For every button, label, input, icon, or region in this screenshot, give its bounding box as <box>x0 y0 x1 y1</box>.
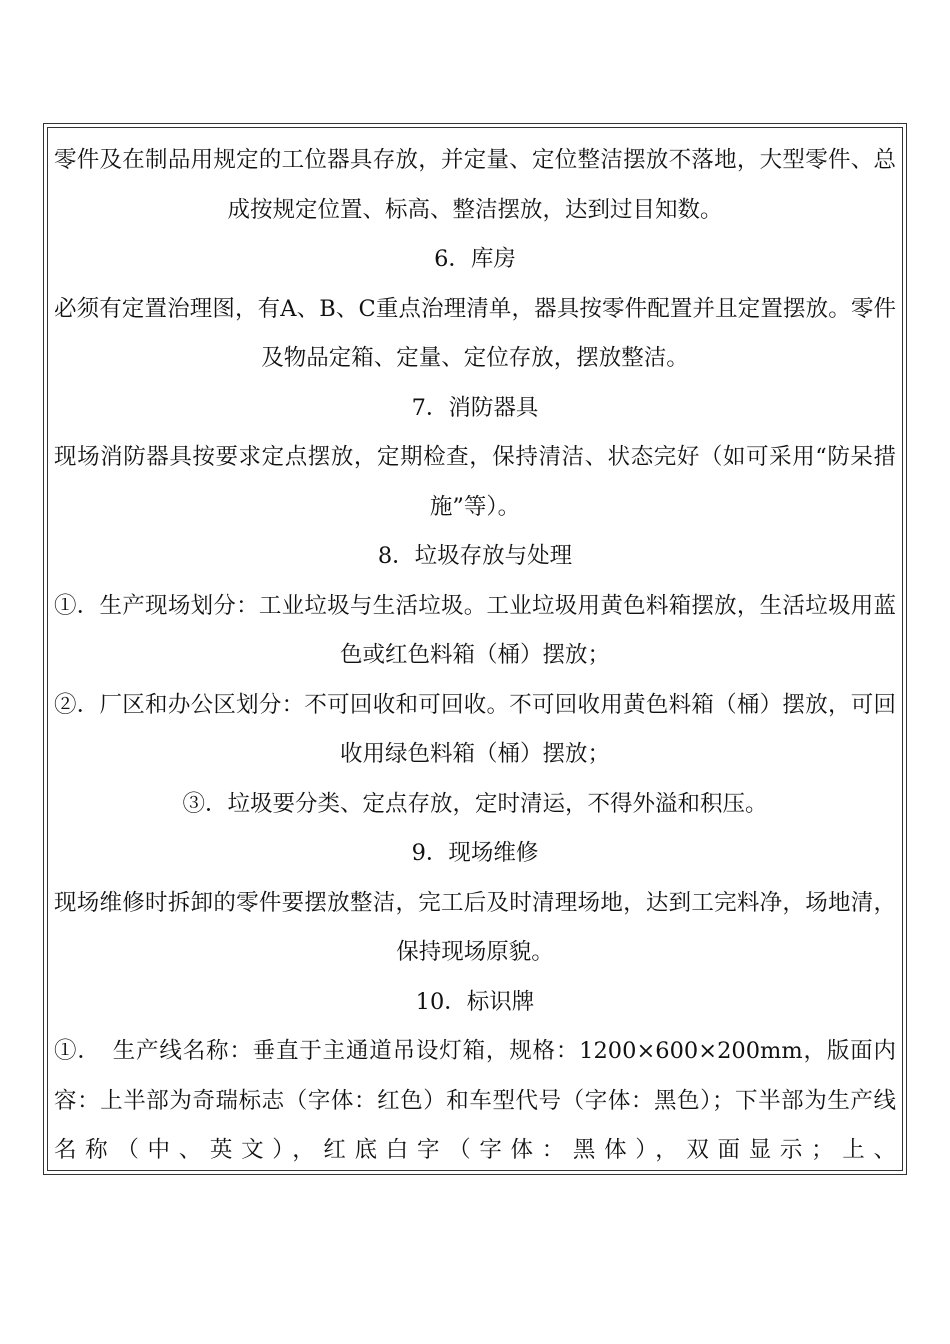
section-heading-signage: 10．标识牌 <box>415 988 535 1015</box>
paragraph-signage-item-1: ①． 生产线名称：垂直于主通道吊设灯箱，规格：1200×600×200mm，版面内容：上半部为奇瑞标志（字体：红色）和车型代号（字体：黑色）；下半部为生产线名称（中、英文），红底白字（字体：黑体），双面显示；上、 <box>54 1038 896 1163</box>
section-heading-waste: 8．垃圾存放与处理 <box>377 543 573 569</box>
section-heading-warehouse: 6．库房 <box>434 246 516 272</box>
section-heading-fire-equipment: 7．消防器具 <box>411 394 539 421</box>
paragraph-maintenance: 现场维修时拆卸的零件要摆放整洁，完工后及时清理场地，达到工完料净，场地清，保持现场原貌。 <box>54 889 896 965</box>
paragraph-waste-item-1: ①．生产现场划分：工业垃圾与生活垃圾。工业垃圾用黄色料箱摆放，生活垃圾用蓝色或红色料箱（桶）摆放； <box>54 592 896 668</box>
content-area <box>47 127 903 1171</box>
bordered-content-frame <box>43 123 907 1175</box>
paragraph-waste-item-3: ③．垃圾要分类、定点存放，定时清运，不得外溢和积压。 <box>182 790 768 817</box>
paragraph-waste-item-2: ②．厂区和办公区划分：不可回收和可回收。不可回收用黄色料箱（桶）摆放，可回收用绿色料箱（桶）摆放； <box>54 691 896 767</box>
paragraph-fire-equipment: 现场消防器具按要求定点摆放，定期检查，保持清洁、状态完好（如可采用“防呆措施”等）。 <box>54 444 896 520</box>
paragraph-parts-storage: 零件及在制品用规定的工位器具存放，并定量、定位整洁摆放不落地，大型零件、总成按规定位置、标高、整洁摆放，达到过目知数。 <box>54 147 896 223</box>
section-heading-maintenance: 9．现场维修 <box>411 840 539 866</box>
paragraph-warehouse: 必须有定置治理图，有A、B、C重点治理清单，器具按零件配置并且定置摆放。零件及物品定箱、定量、定位存放，摆放整洁。 <box>54 295 896 371</box>
